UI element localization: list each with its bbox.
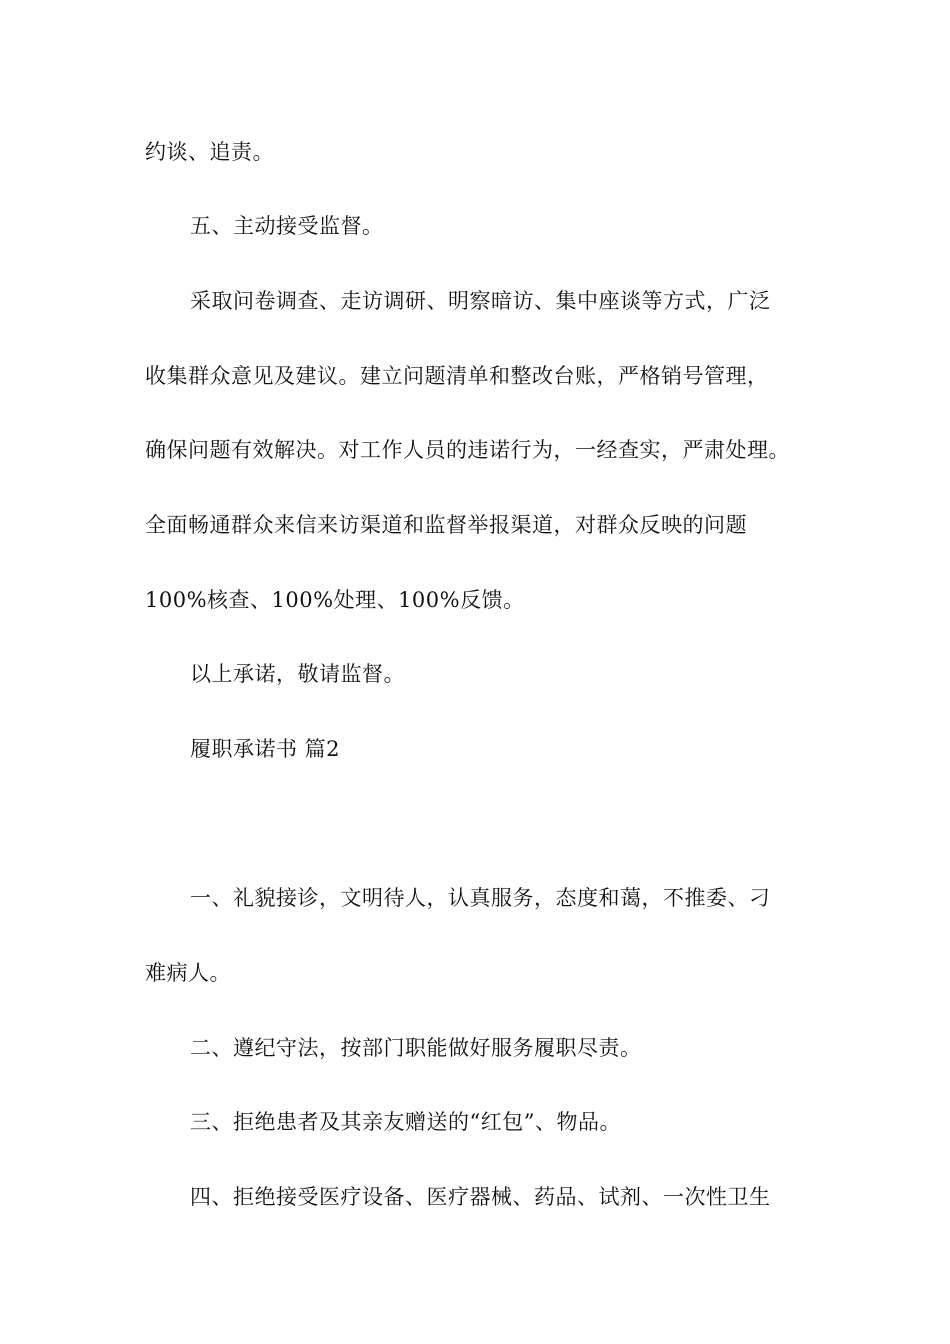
paragraph-line: 100%核查、100%处理、100%反馈。 (145, 588, 525, 612)
paragraph-line: 难病人。 (145, 961, 231, 985)
article-title: 履职承诺书 篇2 (190, 737, 341, 761)
paragraph-line: 采取问卷调查、走访调研、明察暗访、集中座谈等方式，广泛 (190, 289, 771, 313)
paragraph-line: 以上承诺，敬请监督。 (190, 662, 405, 686)
paragraph-line: 三、拒绝患者及其亲友赠送的“红包”、物品。 (190, 1110, 621, 1134)
section-heading: 五、主动接受监督。 (190, 214, 384, 238)
paragraph-line: 四、拒绝接受医疗设备、医疗器械、药品、试剂、一次性卫生 (190, 1185, 771, 1209)
paragraph-line: 全面畅通群众来信来访渠道和监督举报渠道，对群众反映的问题 (145, 513, 747, 537)
paragraph-line: 一、礼貌接诊，文明待人，认真服务，态度和蔼，不推委、刁 (190, 886, 771, 910)
paragraph-line: 约谈、追责。 (145, 140, 274, 164)
paragraph-line: 二、遵纪守法，按部门职能做好服务履职尽责。 (190, 1036, 642, 1060)
paragraph-line: 收集群众意见及建议。建立问题清单和整改台账，严格销号管理， (145, 364, 769, 388)
paragraph-line: 确保问题有效解决。对工作人员的违诺行为，一经查实，严肃处理。 (145, 438, 790, 462)
